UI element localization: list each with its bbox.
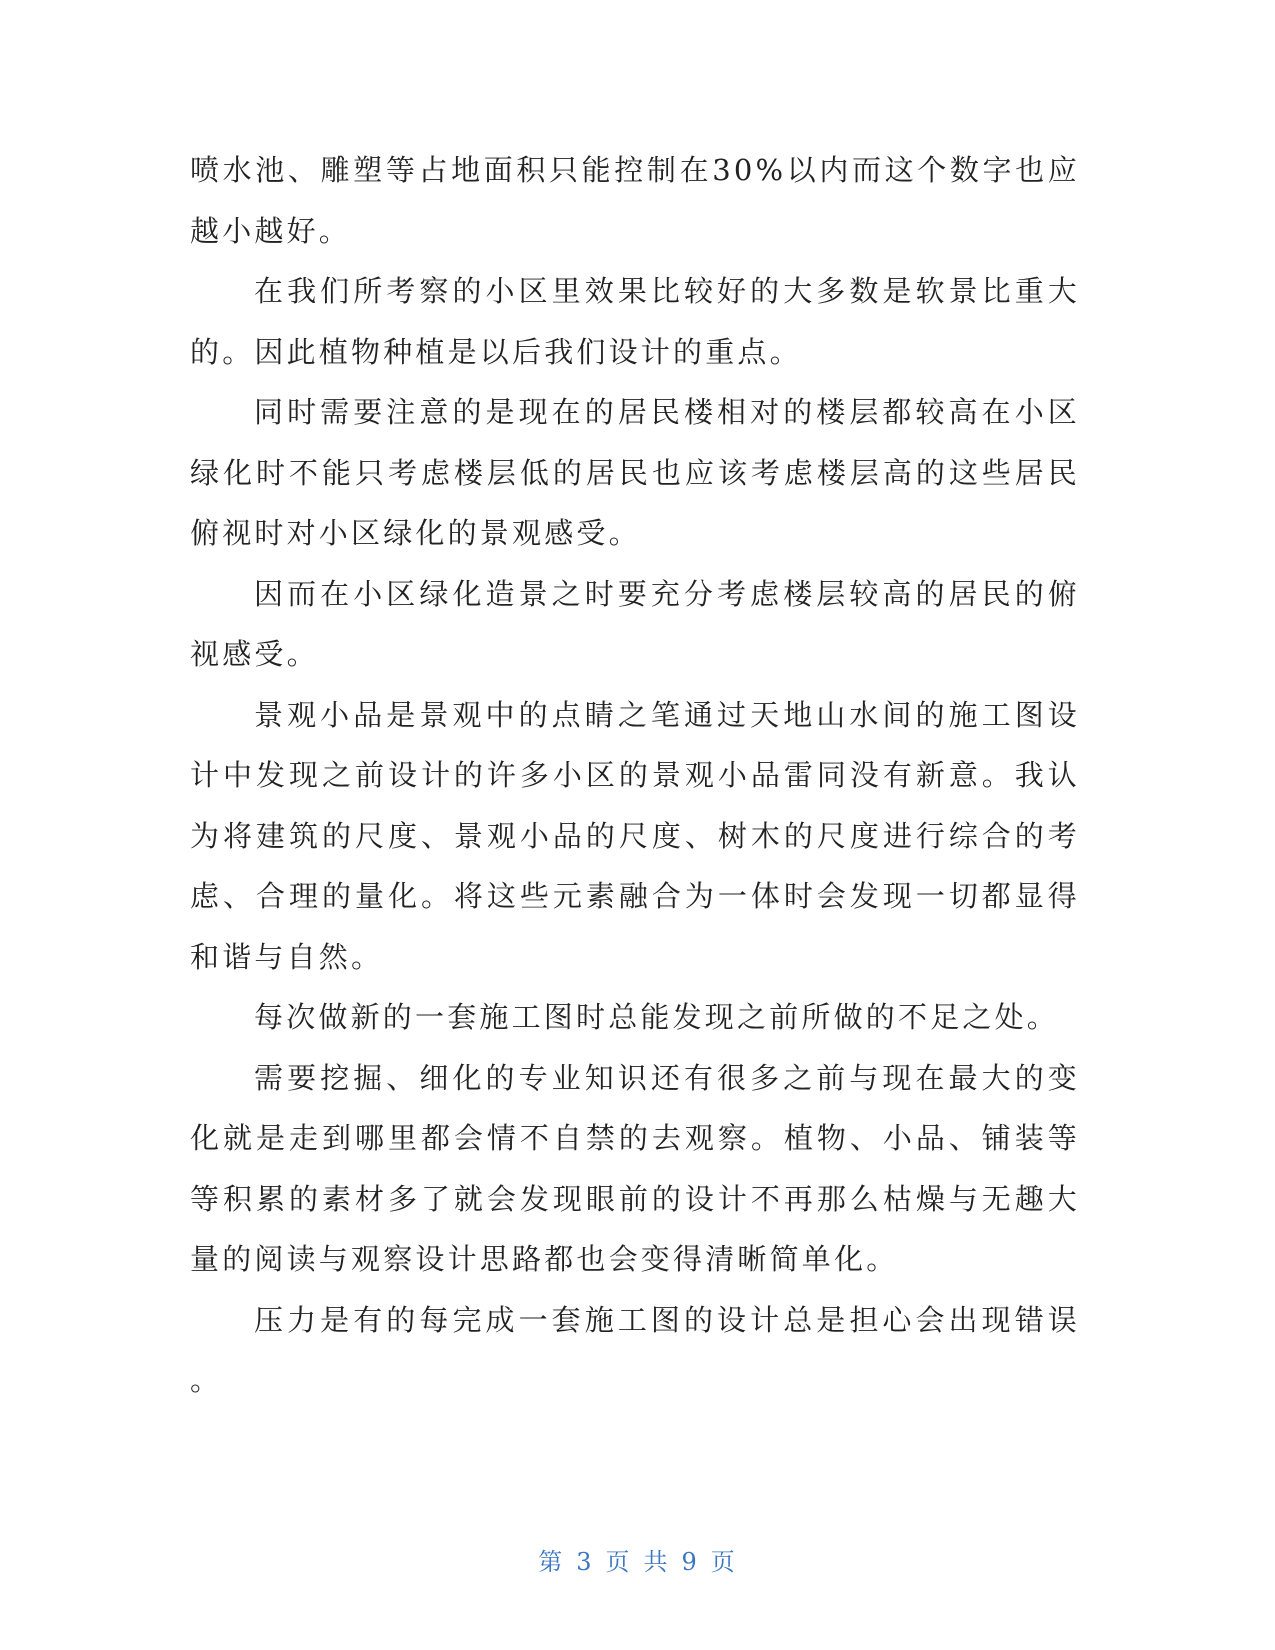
paragraph-6: 每次做新的一套施工图时总能发现之前所做的不足之处。 [254, 1000, 1060, 1034]
paragraph-8: 压力是有的每完成一套施工图的设计总是担心会出现错误。 [190, 1302, 1080, 1397]
footer-page-unit: 页 [605, 1548, 632, 1576]
footer-current-page: 3 [576, 1548, 594, 1576]
paragraph-5: 景观小品是景观中的点睛之笔通过天地山水间的施工图设计中发现之前设计的许多小区的景观小品雷同没有新意。我认为将建筑的尺度、景观小品的尺度、树木的尺度进行综合的考虑、合理的量化。将这些元素融合为一体时会发现一切都显得和谐与自然。 [190, 697, 1080, 974]
footer-total-pages: 9 [681, 1548, 699, 1576]
paragraph-3: 同时需要注意的是现在的居民楼相对的楼层都较高在小区绿化时不能只考虑楼层低的居民也应该考虑楼层高的这些居民俯视时对小区绿化的景观感受。 [190, 395, 1080, 550]
paragraph-7: 需要挖掘、细化的专业知识还有很多之前与现在最大的变化就是走到哪里都会情不自禁的去观察。植物、小品、铺装等等积累的素材多了就会发现眼前的设计不再那么枯燥与无趣大量的阅读与观察设计思路都也会变得清晰简单化。 [190, 1060, 1080, 1276]
footer-total-label: 共 [643, 1548, 670, 1576]
paragraph-1: 喷水池、雕塑等占地面积只能控制在30%以内而这个数字也应越小越好。 [190, 153, 1080, 248]
paragraph-2: 在我们所考察的小区里效果比较好的大多数是软景比重大的。因此植物种植是以后我们设计的重点。 [190, 274, 1080, 369]
footer-page-label: 第 [538, 1548, 565, 1576]
paragraph-4: 因而在小区绿化造景之时要充分考虑楼层较高的居民的俯视感受。 [190, 576, 1080, 671]
footer-total-unit: 页 [710, 1548, 737, 1576]
page-footer [0, 1542, 1275, 1577]
document-body [190, 140, 1080, 1411]
